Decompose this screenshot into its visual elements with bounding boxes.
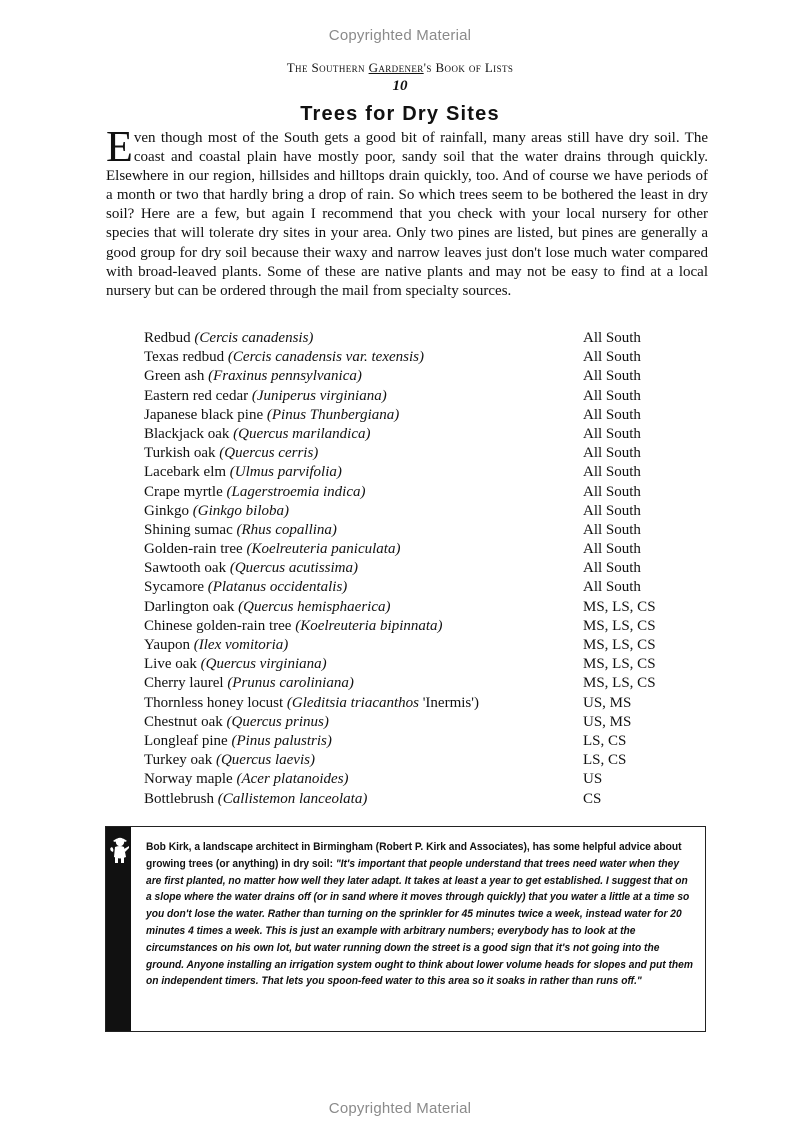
tree-region: MS, LS, CS (583, 675, 656, 692)
tree-list-item (144, 521, 704, 540)
tree-list-item (144, 790, 704, 809)
tree-region: MS, LS, CS (583, 637, 656, 653)
tree-common-name: Crape myrtle (144, 483, 227, 500)
tree-region: LS, CS (583, 752, 627, 769)
tree-common-name: Sycamore (144, 579, 208, 596)
tree-list-item (144, 348, 704, 367)
tree-common-name: Darlington oak (144, 598, 239, 615)
tree-common-name: Turkish oak (144, 445, 220, 462)
tree-region: All South (583, 387, 641, 404)
tree-region: US, MS (583, 713, 632, 730)
running-head-post: 's Book of Lists (423, 60, 514, 75)
tree-common-name: Lacebark elm (144, 464, 230, 481)
tree-common-name: Shining sumac (144, 521, 237, 538)
tree-scientific-name: (Prunus caroliniana) (227, 675, 354, 692)
watermark-bottom: Copyrighted Material (328, 1100, 472, 1117)
tree-common-name: Golden-rain tree (144, 541, 247, 558)
section-title: Trees for Dry Sites (300, 103, 500, 125)
tree-scientific-name: (Quercus acutissima) (229, 560, 359, 577)
tree-scientific-name: (Quercus hemisphaerica) (238, 598, 391, 615)
tree-common-name: Cherry laurel (144, 675, 228, 692)
tree-scientific-name: (Pinus Thunbergiana) (266, 406, 400, 423)
tree-scientific-name: (Pinus palustris) (231, 732, 332, 749)
tree-list-item (144, 655, 704, 674)
tree-scientific-name: (Quercus virginiana) (200, 656, 327, 673)
tree-common-name: Japanese black pine (144, 406, 267, 423)
tree-list-item (144, 559, 704, 578)
tree-scientific-name: (Rhus copallina) (236, 521, 337, 538)
tree-list-item (144, 770, 704, 789)
tree-list-item (144, 329, 704, 348)
tree-scientific-name: (Koelreuteria paniculata) (246, 541, 401, 558)
tree-region: CS (583, 790, 602, 807)
tree-region: All South (583, 445, 641, 462)
tree-common-name: Longleaf pine (144, 732, 232, 749)
tip-text (146, 839, 695, 990)
tree-list-item (144, 617, 704, 636)
tip-quote: "It's important that people understand that trees need water when they are first planted, no matter how well they later adapt. It takes at least a year to get established. I suggest that on a slope where the water drains off (or in sand where it moves through quickly) that you water a little at a time so you don't lose the water. Rather than turning on the sprinkler for 45 minutes twice a week, instead water for 20 minutes 4 times a week. This is just an example with arbitrary numbers; everybody has to look at the circumstances on his own lot, but water running down the street is a good sign that it's not going into the ground. Anyone installing an irrigation system ought to think about lower volume heads for slopes and put them on independent timers. That lets you spoon-feed water to this area so it soaks in rather than runs off." (146, 857, 693, 988)
tree-scientific-name: (Acer platanoides) (236, 771, 349, 788)
tree-list-item (144, 694, 704, 713)
tree-list-item (144, 751, 704, 770)
tree-common-name: Ginkgo (144, 502, 193, 519)
tree-common-name: Chinese golden-rain tree (144, 617, 296, 634)
page-number: 10 (392, 78, 408, 94)
tree-list-item (144, 406, 704, 425)
tree-list-item (144, 598, 704, 617)
tip-sidebar (106, 827, 131, 1031)
tree-common-name: Yaupon (144, 637, 194, 653)
tree-region: All South (583, 541, 641, 558)
tree-list-item (144, 578, 704, 597)
tree-common-name: Texas redbud (144, 349, 228, 366)
tree-list-item (144, 367, 704, 386)
tree-scientific-name: (Quercus prinus) (226, 713, 329, 730)
running-head (0, 60, 800, 76)
running-head-pre: The Southern (286, 60, 369, 75)
tree-region: US, MS (583, 694, 632, 711)
tree-scientific-name: (Quercus cerris) (219, 445, 319, 462)
tip-intro: Bob Kirk, a landscape architect in Birmingham (Robert P. Kirk and Associates), has some helpful advice about growing trees (or anything) in dry soil: (146, 841, 682, 870)
tree-common-name: Bottlebrush (144, 790, 218, 807)
tree-list-item (144, 444, 704, 463)
tree-scientific-name: (Koelreuteria bipinnata) (295, 617, 443, 634)
tree-common-name: Blackjack oak (144, 425, 234, 442)
tree-region: All South (583, 521, 641, 538)
tree-region: MS, LS, CS (583, 656, 656, 673)
tree-region: All South (583, 579, 641, 596)
tree-scientific-name: (Fraxinus pennsylvanica) (208, 368, 362, 385)
tree-scientific-name: (Gleditsia triacanthos (286, 694, 419, 711)
tree-common-name: Turkey oak (144, 752, 216, 769)
tree-region: US (583, 771, 603, 788)
intro-text: ven though most of the South gets a good bit of rainfall, many areas still have dry soil. The coast and coastal plain have mostly poor, sandy soil that the water drains through quickly. Elsewhere in our region, hillsides and hilltops drain quickly, too. And of course we have periods of a month or two that hardly bring a drop of rain. So which trees seem to be bothered the least in dry soil? Here are a few, but again I recommend that you check with your local nursery for other species that will tolerate dry sites in your area. Only two pines are listed, but pines are generally a good group for dry soil because their waxy and narrow leaves just don't lose much water compared with broad-leaved plants. Some of these are native plants and may not be easy to find at a local nursery but can be ordered through the mail from specialty sources. (106, 130, 708, 299)
tree-region: MS, LS, CS (583, 598, 656, 615)
tree-list-item (144, 387, 704, 406)
tree-list-item (144, 540, 704, 559)
tree-common-name: Live oak (144, 656, 201, 673)
tree-common-name: Thornless honey locust (144, 694, 287, 711)
tree-region: All South (583, 464, 641, 481)
tree-region: All South (583, 330, 641, 346)
tree-region: LS, CS (583, 732, 627, 749)
tree-list-item (144, 502, 704, 521)
tree-common-name: Green ash (144, 368, 209, 385)
tree-list (144, 329, 704, 809)
tree-common-name: Norway maple (144, 771, 237, 788)
tree-scientific-name: (Ulmus parvifolia) (229, 464, 342, 481)
tree-common-name: Chestnut oak (144, 713, 227, 730)
tree-scientific-name: (Ilex vomitoria) (193, 637, 289, 653)
tree-list-item (144, 483, 704, 502)
tree-region: All South (583, 560, 641, 577)
running-head-underlined: Gardener (368, 60, 424, 75)
tip-box (105, 826, 706, 1032)
gardener-tip-icon (108, 835, 130, 865)
tree-list-item (144, 674, 704, 693)
tree-region: All South (583, 406, 641, 423)
tree-scientific-name: (Quercus marilandica) (233, 425, 371, 442)
tree-region: All South (583, 349, 641, 366)
tree-scientific-name: (Cercis canadensis) (194, 330, 314, 346)
tree-list-item (144, 713, 704, 732)
tree-list-item (144, 425, 704, 444)
tree-scientific-name: (Quercus laevis) (215, 752, 315, 769)
tree-scientific-name: (Platanus occidentalis) (207, 579, 348, 596)
tree-list-item (144, 463, 704, 482)
tree-scientific-name: (Ginkgo biloba) (192, 502, 289, 519)
tree-common-name: Sawtooth oak (144, 560, 230, 577)
tree-region: All South (583, 483, 641, 500)
tree-scientific-name: (Cercis canadensis var. texensis) (227, 349, 424, 366)
tree-cultivar-name: 'Inermis') (418, 694, 479, 711)
tree-scientific-name: (Juniperus virginiana) (251, 387, 387, 404)
tree-region: All South (583, 502, 641, 519)
tree-region: All South (583, 425, 641, 442)
tree-common-name: Eastern red cedar (144, 387, 252, 404)
tree-region: MS, LS, CS (583, 617, 656, 634)
tree-region: All South (583, 368, 641, 385)
tree-scientific-name: (Callistemon lanceolata) (217, 790, 368, 807)
tree-list-item (144, 732, 704, 751)
drop-cap: E (106, 122, 133, 171)
intro-paragraph (106, 122, 708, 301)
tree-list-item (144, 636, 704, 655)
watermark-top: Copyrighted Material (328, 27, 472, 44)
tree-common-name: Redbud (144, 330, 195, 346)
tree-scientific-name: (Lagerstroemia indica) (226, 483, 366, 500)
